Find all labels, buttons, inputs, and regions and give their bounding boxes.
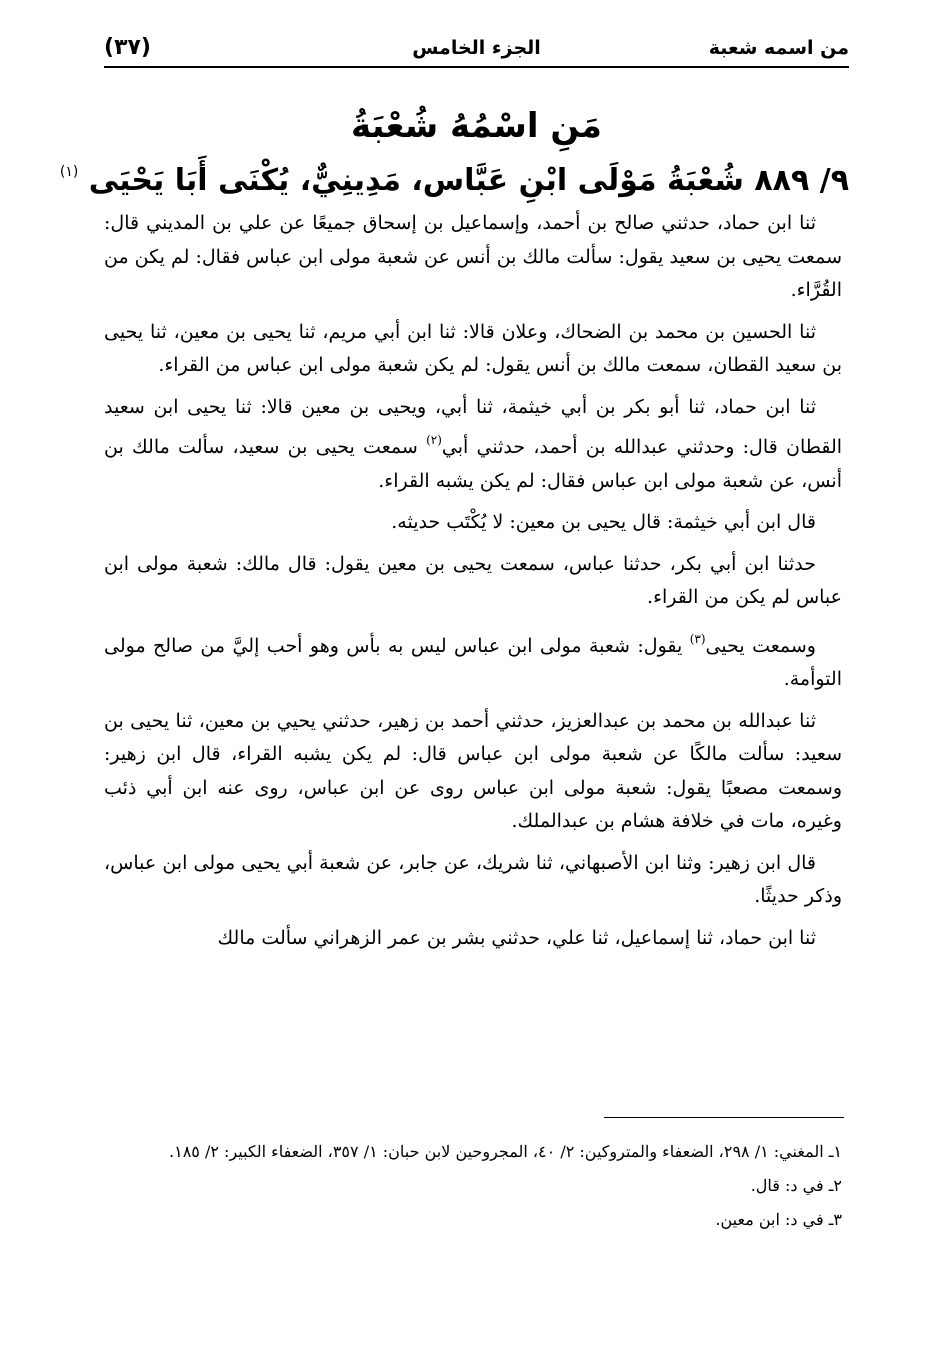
paragraph: قال ابن أبي خيثمة: قال يحيى بن معين: لا يُكْتَب حديثه.: [391, 511, 816, 533]
footnote-ref: (٣): [689, 631, 706, 646]
paragraph: ثنا ابن حماد، حدثني صالح بن أحمد، وإسماعيل بن إسحاق جميعًا عن علي بن المديني قال: سمعت يحيى بن سعيد يقول: سألت مالك بن أنس عن شعبة مولى ابن عباس فقال: لم يكن من القُرَّاء.: [104, 212, 842, 301]
volume-label: الجزء الخامس: [412, 37, 541, 59]
header-rule: [104, 66, 849, 68]
entry-title-text: ٩/ ٨٨٩ شُعْبَةُ مَوْلَى ابْنِ عَبَّاس، مَدِينِيٌّ، يُكْنَى أَبَا يَحْيَى: [88, 163, 849, 198]
body-text: [104, 207, 842, 963]
paragraph: ثنا الحسين بن محمد بن الضحاك، وعلان قالا: ثنا ابن أبي مريم، ثنا يحيى بن معين، ثنا يحيى بن سعيد القطان، سمعت مالك بن أنس يقول: لم يكن شعبة مولى ابن عباس من القراء.: [104, 320, 842, 376]
paragraph: ثنا ابن حماد، ثنا إسماعيل، ثنا علي، حدثني بشر بن عمر الزهراني سألت مالك: [217, 926, 816, 949]
paragraph: [104, 623, 842, 697]
paragraph-text: ثنا ابن حماد، ثنا أبو بكر بن أبي خيثمة، ثنا أبي، ويحيى بن معين قالا: ثنا يحيى ابن سعيد القطان قال: وحدثني عبدالله بن أحمد، حدثني أبي: [104, 395, 843, 458]
running-header: [104, 30, 849, 70]
paragraph: قال ابن زهير: وثنا ابن الأصبهاني، ثنا شريك، عن جابر، عن شعبة أبي يحيى مولى ابن عباس، وذكر حديثًا.: [104, 851, 842, 907]
paragraph: حدثنا ابن أبي بكر، حدثنا عباس، سمعت يحيى بن معين يقول: قال مالك: شعبة مولى ابن عباس لم يكن من القراء.: [104, 552, 842, 608]
footnote: ٢ـ في د: قال.: [750, 1176, 842, 1195]
paragraph-text: يقول: شعبة مولى ابن عباس ليس به بأس وهو أحب إليَّ من صالح مولى التوأمة.: [104, 634, 842, 690]
footnote-rule: [604, 1117, 844, 1118]
entry-title: [59, 150, 849, 203]
entry-footnote-ref: (١): [59, 164, 79, 180]
paragraph-text: وسمعت يحيى: [705, 634, 816, 657]
paragraph: ثنا عبدالله بن محمد بن عبدالعزيز، حدثني أحمد بن زهير، حدثني يحيي بن معين، ثنا يحيى بن سعيد: سألت مالكًا عن شعبة مولى ابن عباس قال: لم يكن يشبه القراء، قال ابن زهير: وسمعت مصعبًا يقول: شعبة مولى ابن عباس روى عن ابن عباس، روى عنه ابن أبي ذئب وغيره، مات في خلافة هشام بن عبدالملك.: [104, 709, 842, 832]
paragraph-text: سمعت يحيى بن سعيد، سألت مالك بن أنس، عن شعبة مولى ابن عباس فقال: لم يكن يشبه القراء.: [104, 436, 842, 492]
footnote-ref: (٢): [426, 433, 442, 447]
chapter-title: مَنِ اسْمُهُ شُعْبَةُ: [351, 106, 602, 146]
paragraph: [104, 391, 842, 499]
footnote: ١ـ المغني: ١/ ٢٩٨، الضعفاء والمتروكين: ٢/ ٤٠، المجروحين لابن حبان: ١/ ٣٥٧، الضعفاء الكبير: ٢/ ١٨٥.: [169, 1142, 842, 1161]
footnotes: [104, 1136, 842, 1238]
footnote: ٣ـ في د: ابن معين.: [715, 1210, 842, 1229]
page-number: (٣٧): [104, 35, 151, 60]
section-name: من اسمه شعبة: [708, 37, 849, 59]
